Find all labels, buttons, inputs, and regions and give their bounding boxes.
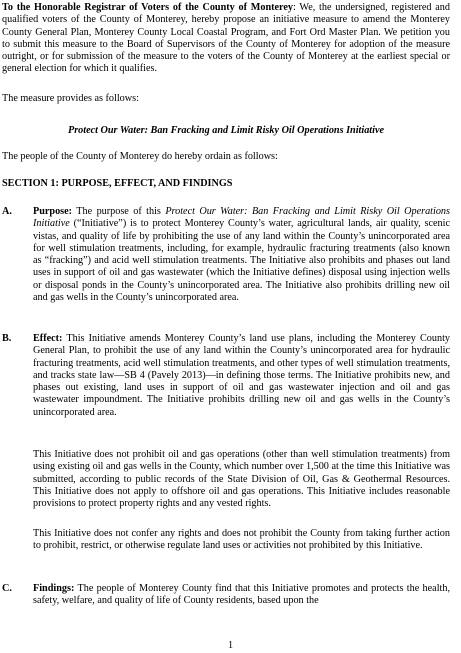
petition-header <box>2 2 450 76</box>
petition-text: We, the undersigned, registered and qualified voters of the County of Monterey, hereby propose an initiative measure to amend the Monterey County General Plan, Monterey County Local Coastal Program, and Fort Ord Master Plan. We petition you to submit this measure to the Board of Supervisors of the County of Monterey for adoption of the measure outright, or for submission of the measure to the voters of the County of Monterey at the earliest special or general election for which it qualifies. <box>2 2 450 75</box>
item-letter: A. <box>2 206 12 217</box>
ordain-text: The people of the County of Monterey do hereby ordain as follows: <box>2 151 278 162</box>
purpose-paragraph <box>33 206 450 304</box>
effect-label: Effect: <box>33 333 63 344</box>
addressee-colon: : <box>292 2 300 13</box>
purpose-label: Purpose: <box>33 206 73 217</box>
section-1-heading: SECTION 1: PURPOSE, EFFECT, AND FINDINGS <box>2 178 233 189</box>
purpose-text-2: (“Initiative”) is to protect Monterey County’s water, agricultural lands, air quality, scenic vistas, and quality of life by prohibiting the use of any land within the County’s unincorporated area for well stimulation treatments, including, for example, hydraulic fracturing treatments (also known as “fracking”) and acid well stimulation treatments. The Initiative also prohibits and phases out land uses in support of oil and gas wastewater (which the Initiative defines) disposal using injection wells or disposal ponds in the County’s unincorporated area. The Initiative also prohibits drilling new oil and gas wells in the County’s unincorporated area. <box>33 218 450 304</box>
item-letter: C. <box>2 583 12 594</box>
addressee: To the Honorable Registrar of Voters of the County of Monterey <box>2 2 293 13</box>
page-number: 1 <box>227 640 234 651</box>
item-letter: B. <box>2 333 12 344</box>
purpose-italic-title: Protect Our Water: Ban Fracking and Limit Risky Oil Operations Initiative <box>33 206 450 230</box>
purpose-text-1: The purpose of this <box>72 206 166 217</box>
effect-paragraph <box>33 333 450 419</box>
intro-text: The measure provides as follows: <box>2 93 139 104</box>
effect-text: This Initiative amends Monterey County’s land use plans, including the Monterey County General Plan, to prohibit the use of any land within the County’s unincorporated area for hydraulic fracturing treatments, acid well stimulation treatments, and other types of well stimulation treatments, and tracks state law—SB 4 (Pavely 2013)—in defining those terms. The Initiative prohibits new, and phases out existing, land uses in support of oil and gas wastewater injection and oil and gas wastewater impoundment. The Initiative prohibits drilling new oil and gas wells in the County’s unincorporated area. <box>33 333 450 418</box>
measure-title: Protect Our Water: Ban Fracking and Limit Risky Oil Operations Initiative <box>67 125 385 136</box>
effect-paragraph-2: This Initiative does not prohibit oil and gas operations (other than well stimulation treatments) from using existing oil and gas wells in the County, which number over 1,500 at the time this Initiative was submitted, according to public records of the State Division of Oil, Gas & Geothermal Resources. This Initiative does not apply to offshore oil and gas operations. This Initiative includes reasonable provisions to protect property rights and any vested rights. <box>33 449 450 510</box>
findings-label: Findings: <box>33 583 75 594</box>
findings-text: The people of Monterey County find that this Initiative promotes and protects the health, safety, welfare, and quality of life of County residents, based upon the <box>33 583 450 607</box>
findings-paragraph <box>33 583 450 608</box>
effect-paragraph-3: This Initiative does not confer any rights and does not prohibit the County from taking further action to prohibit, restrict, or otherwise regulate land uses or activities not prohibited by this Initiative. <box>33 528 450 552</box>
